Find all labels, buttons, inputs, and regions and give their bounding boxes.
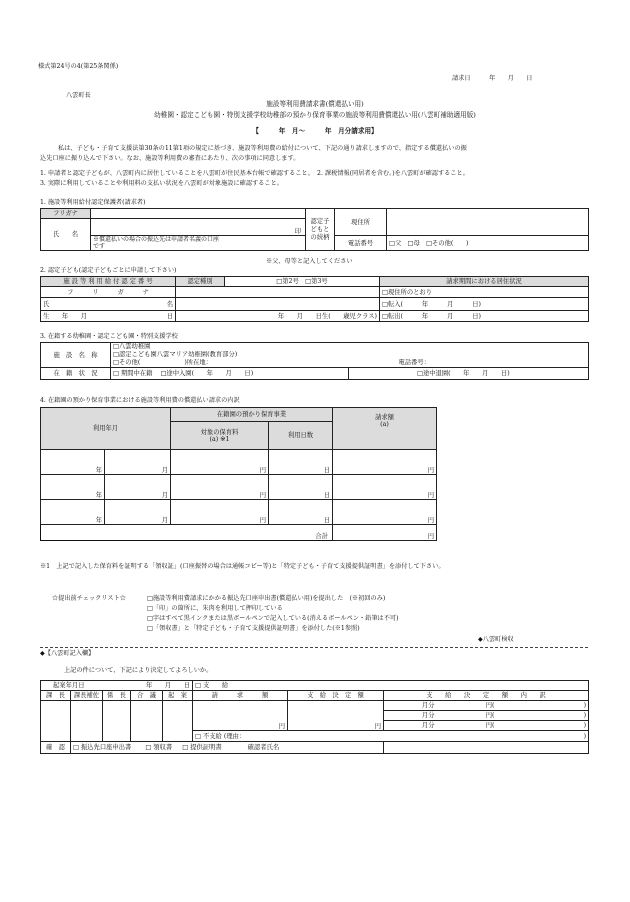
status-full-period[interactable]: □ 期間中在籍 bbox=[113, 370, 153, 377]
cert-type-options[interactable]: □第2号 □第3号 bbox=[225, 277, 380, 287]
consent-item-1-2: 1. 申請者と認定子どもが、八雲町内に居住していることを八雲町が住民基本台帳で確認すること。 2. 課税情報(同居者を含む。)を八雲町が確認すること。 bbox=[40, 170, 469, 177]
row-year[interactable]: 年 bbox=[41, 450, 105, 475]
decision-amount-label: 支 給 決 定 額 bbox=[288, 691, 384, 701]
request-date: 請求日 年 月 日 bbox=[452, 75, 533, 82]
facility-phone[interactable]: 電話番号： bbox=[349, 359, 589, 368]
draft-date-value[interactable]: 年 月 日 bbox=[131, 681, 193, 691]
decision-amount-field[interactable]: 円 bbox=[288, 701, 384, 731]
table-row bbox=[41, 475, 437, 500]
office-heading: ◆【八雲町記入欄】 bbox=[40, 650, 95, 657]
total-label: 合計 bbox=[41, 525, 333, 541]
facility-name-label: 施 設 名 称 bbox=[41, 343, 111, 368]
draft-date-text: 起案年月日 bbox=[53, 682, 85, 689]
stamp-kian[interactable] bbox=[163, 701, 193, 742]
consent-item-3: 3. 実際に利用していることや利用料の支払い状況を八雲町が対象施設に確認すること。 bbox=[40, 180, 283, 187]
stamp-kacho[interactable] bbox=[41, 701, 71, 742]
facility-table bbox=[40, 342, 589, 380]
row-days[interactable]: 日 bbox=[269, 500, 333, 525]
section-1-heading: 1. 施設等利用給付認定保護者(請求者) bbox=[40, 199, 146, 206]
breakdown-yen-3[interactable]: 円( bbox=[437, 721, 497, 731]
breakdown-close-3: ) bbox=[497, 721, 589, 731]
col-usage-month: 利用年月 bbox=[41, 408, 171, 450]
claim-amount-label: 請 求 額 bbox=[193, 691, 288, 701]
col-fee-label: 対象の保育料 bbox=[200, 428, 239, 436]
breakdown-table bbox=[40, 407, 437, 541]
child-furigana-label: フ リ ガ ナ bbox=[41, 287, 176, 298]
relationship-footnote: ※父、母等と記入してください bbox=[266, 258, 353, 265]
birthdate-field[interactable]: 年 月 日生( 歳児クラス) bbox=[176, 311, 380, 322]
no-pay-option[interactable]: □ 不支給 (理由： bbox=[193, 731, 497, 742]
residence-option-same[interactable]: □現住所のとおり bbox=[380, 287, 589, 298]
residence-option-out[interactable]: □転出( 年 月 日) bbox=[380, 311, 589, 322]
row-month[interactable]: 月 bbox=[105, 450, 171, 475]
form-number: 様式第24号の4(第25条関係) bbox=[38, 63, 119, 70]
breakdown-close-1: ) bbox=[497, 701, 589, 711]
confirmer-name-label: 確認者氏名 bbox=[247, 744, 280, 751]
facility-option-yakumo[interactable]: □八雲幼稚園 bbox=[111, 343, 589, 351]
account-note bbox=[91, 236, 306, 251]
stamp-kakaricho[interactable] bbox=[103, 701, 131, 742]
breakdown-yen-2[interactable]: 円( bbox=[437, 711, 497, 721]
total-amount[interactable]: 円 bbox=[333, 525, 437, 541]
checklist-item-1[interactable]: □施設等利用費請求にかかる振込先口座申出書(償還払い用)を提出した (※初回のみ) bbox=[147, 595, 386, 602]
guardian-table bbox=[40, 208, 589, 251]
stamp-gougi[interactable] bbox=[131, 701, 163, 742]
form-subtitle: 幼稚園・認定こども園・特別支援学校幼稚部の預かり保育事業の施設等利用費償還払い用(八雲町補助適用版) bbox=[154, 111, 476, 119]
checklist-item-4[interactable]: □「領収書」と「特定子ども・子育て支援提供証明書」を添付した(※1参照) bbox=[147, 625, 360, 632]
checklist-item-2[interactable]: □「印」の箇所に、朱肉を利用して押印している bbox=[147, 605, 283, 612]
form-title: 施設等利用費請求書(償還払い用) bbox=[266, 100, 364, 108]
status-mid-entry[interactable]: □途中入園( 年 月 日) bbox=[160, 370, 254, 377]
row-year[interactable]: 年 bbox=[41, 500, 105, 525]
enrollment-status-left bbox=[111, 368, 349, 380]
section-3-heading: 3. 在籍する幼稚園・認定こども園・特別支援学校 bbox=[40, 333, 178, 340]
status-mid-exit[interactable]: □途中退園( 年 月 日) bbox=[349, 368, 589, 380]
cert-number-label: 施 設 等 利 用 給 付 認 定 番 号 bbox=[41, 277, 176, 287]
child-name-label bbox=[41, 298, 176, 311]
col-fee-sub: (a) ※1 bbox=[209, 435, 230, 443]
row-claim[interactable]: 円 bbox=[333, 450, 437, 475]
birthdate-label-b: 日 bbox=[166, 312, 173, 320]
confirm-label: 確 認 bbox=[41, 742, 71, 754]
row-month[interactable]: 月 bbox=[105, 500, 171, 525]
birthdate-label-a: 生 年 月 bbox=[43, 312, 88, 320]
row-fee[interactable]: 円 bbox=[171, 475, 269, 500]
checklist-label: ☆提出前チェックリスト☆ bbox=[52, 595, 126, 602]
account-note-line-2: です bbox=[93, 243, 106, 250]
row-year[interactable]: 年 bbox=[41, 475, 105, 500]
cut-line bbox=[40, 647, 588, 648]
breakdown-month-3[interactable]: 月分 bbox=[384, 721, 437, 731]
kakaricho-label: 係 長 bbox=[103, 691, 131, 701]
child-name-label-b: 名 bbox=[166, 300, 173, 308]
confirm-certificate[interactable]: □ 提供証明書 bbox=[182, 744, 222, 751]
confirm-account-form[interactable]: □ 振込先口座申出書 bbox=[73, 744, 132, 751]
gougi-label: 合 議 bbox=[131, 691, 163, 701]
col-claim-amount bbox=[333, 408, 437, 450]
child-furigana-field[interactable] bbox=[176, 287, 380, 298]
row-claim[interactable]: 円 bbox=[333, 475, 437, 500]
kacho-label: 課 長 bbox=[41, 691, 71, 701]
decision-text: 上記の件について、下記により決定してよろしいか。 bbox=[64, 667, 213, 674]
breakdown-close-2: ) bbox=[497, 711, 589, 721]
address-field[interactable] bbox=[387, 209, 589, 236]
stamp-hosa[interactable] bbox=[71, 701, 103, 742]
table-row bbox=[41, 450, 437, 475]
furigana-label: フリガナ bbox=[41, 209, 91, 219]
draft-date-label bbox=[41, 681, 131, 691]
enrollment-status-label: 在 籍 状 況 bbox=[41, 368, 111, 380]
col-fee bbox=[171, 422, 269, 450]
account-note-line-1: ※償還払いの場合の振込先は申請者名義の口座 bbox=[93, 236, 220, 243]
hosa-label: 課長補佐 bbox=[71, 691, 103, 701]
col-claim-amount-label: 請求額 bbox=[375, 414, 394, 421]
furigana-field[interactable] bbox=[91, 209, 306, 219]
row-claim[interactable]: 円 bbox=[333, 500, 437, 525]
confirmer-name-field[interactable] bbox=[384, 742, 589, 754]
name-field[interactable] bbox=[91, 219, 306, 236]
section-4-heading: 4. 在籍園の預かり保育事業における施設等利用費の償還払い請求の内訳 bbox=[40, 397, 240, 404]
child-name-label-a: 氏 bbox=[43, 300, 50, 308]
decision-breakdown-label: 支 給 決 定 額 内 訳 bbox=[384, 691, 589, 701]
facility-option-maria[interactable]: □認定こども園八雲マリア幼稚園(教育部分) bbox=[111, 351, 589, 359]
no-pay-close: ) bbox=[497, 731, 589, 742]
name-label: 氏 名 bbox=[41, 219, 91, 251]
claim-period: 【 年 月～ 年 月分請求用】 bbox=[252, 127, 378, 135]
town-inspection: ◆八雲町検収 bbox=[478, 636, 514, 643]
phone-label: 電話番号 bbox=[335, 236, 387, 251]
footnote-1: ※1 上記で記入した保育料を証明する「領収証」(口座振替の場合は通帳コピー等)と「特定子ども・子育て支援提供証明書」を添付して下さい。 bbox=[40, 563, 445, 570]
addressee: 八雲町長 bbox=[66, 92, 91, 99]
pay-option[interactable]: □ 支 給 bbox=[193, 681, 589, 691]
row-days[interactable]: 日 bbox=[269, 450, 333, 475]
relationship-label: 認定子どもとの続柄 bbox=[306, 209, 335, 251]
breakdown-month-1[interactable]: 月分 bbox=[384, 701, 437, 711]
breakdown-yen-1[interactable]: 円( bbox=[437, 701, 497, 711]
address-label: 現住所 bbox=[335, 209, 387, 236]
checklist-item-3[interactable]: □字はすべて黒インクまたは黒ボールペンで記入している(消えるボールペン・鉛筆は不可) bbox=[147, 615, 399, 622]
row-fee[interactable]: 円 bbox=[171, 500, 269, 525]
residence-option-in[interactable]: □転入( 年 月 日) bbox=[380, 298, 589, 311]
col-claim-amount-sub: (a) bbox=[380, 421, 389, 428]
row-days[interactable]: 日 bbox=[269, 475, 333, 500]
kian-label: 起 案 bbox=[163, 691, 193, 701]
confirm-items bbox=[71, 742, 384, 754]
row-fee[interactable]: 円 bbox=[171, 450, 269, 475]
col-group-header: 在籍園の預かり保育事業 bbox=[171, 408, 333, 422]
birthdate-label bbox=[41, 311, 176, 322]
seal-mark: 印 bbox=[294, 228, 301, 235]
residence-status-label: 請求期間における居住状況 bbox=[380, 277, 589, 287]
intro-line-1: 私は、子ども・子育て支援法第30条の11第1項の規定に基づき、施設等利用費の給付について、下記の通り請求しますので、指定する償還払いの振 bbox=[58, 145, 467, 152]
row-month[interactable]: 月 bbox=[105, 475, 171, 500]
child-name-field[interactable] bbox=[176, 298, 380, 311]
relationship-options[interactable]: □父 □母 □その他( ) bbox=[387, 236, 589, 251]
child-table bbox=[40, 276, 589, 322]
cert-type-label: 認定種別 bbox=[176, 277, 225, 287]
breakdown-month-2[interactable]: 月分 bbox=[384, 711, 437, 721]
intro-line-2: 込先口座に振り込んで下さい。なお、施設等利用費の審査にあたり、次の事項に同意します。 bbox=[40, 155, 300, 162]
confirm-receipt[interactable]: □ 領収書 bbox=[145, 744, 173, 751]
office-table bbox=[40, 680, 589, 754]
col-usage-days: 利用日数 bbox=[269, 422, 333, 450]
table-row bbox=[41, 500, 437, 525]
section-2-heading: 2. 認定子ども(認定子どもごとに申請して下さい) bbox=[40, 267, 177, 274]
facility-option-other[interactable]: □その他( )所在地： bbox=[111, 359, 349, 368]
claim-amount-field[interactable]: 円 bbox=[193, 701, 288, 731]
